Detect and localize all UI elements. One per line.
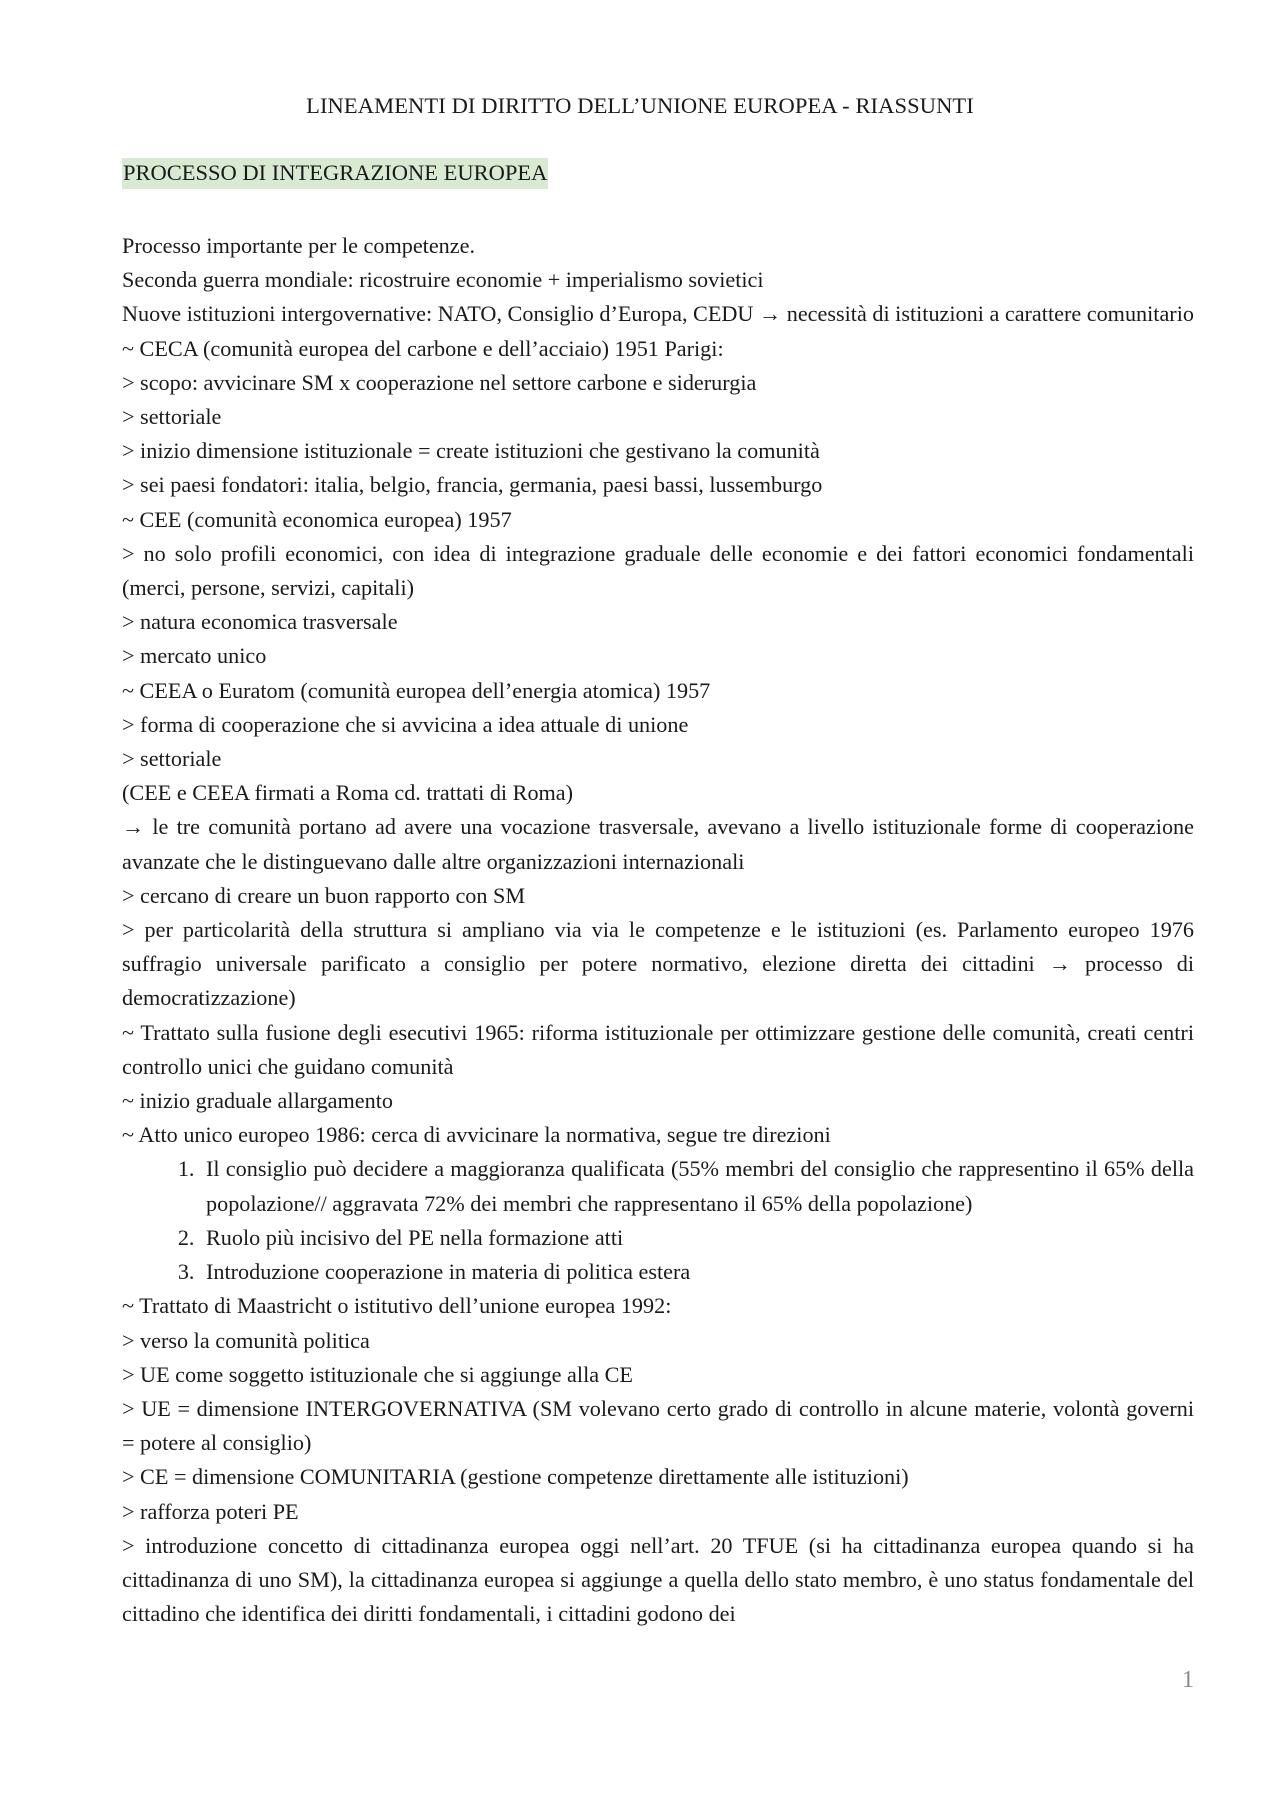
document-body xyxy=(122,229,1194,1631)
paragraph: ~ CECA (comunità europea del carbone e dell’acciaio) 1951 Parigi: xyxy=(122,335,724,361)
paragraph: > CE = dimensione COMUNITARIA (gestione competenze direttamente alle istituzioni) xyxy=(122,1464,909,1490)
paragraph: > verso la comunità politica xyxy=(122,1327,370,1353)
list-item: 3. Introduzione cooperazione in materia di politica estera xyxy=(200,1255,1194,1289)
section-heading-text: PROCESSO DI INTEGRAZIONE EUROPEA xyxy=(122,158,548,189)
paragraph: (CEE e CEEA firmati a Roma cd. trattati di Roma) xyxy=(122,780,574,806)
paragraph: > natura economica trasversale xyxy=(122,609,398,635)
paragraph: > no solo profili economici, con idea di integrazione graduale delle economie e dei fattori economici fondamentali (merci, persone, servizi, capitali) xyxy=(122,540,1194,601)
paragraph: Processo importante per le competenze. xyxy=(122,233,476,258)
paragraph: > scopo: avvicinare SM x cooperazione nel settore carbone e siderurgia xyxy=(122,369,757,395)
paragraph: > inizio dimensione istituzionale = create istituzioni che gestivano la comunità xyxy=(122,438,820,464)
paragraph: ~ Trattato di Maastricht o istitutivo dell’unione europea 1992: xyxy=(122,1293,672,1319)
page-number: 1 xyxy=(1182,1667,1194,1693)
list-item: 2. Ruolo più incisivo del PE nella formazione atti xyxy=(200,1221,1194,1255)
numbered-list xyxy=(122,1152,1194,1289)
paragraph: > sei paesi fondatori: italia, belgio, francia, germania, paesi bassi, lussemburgo xyxy=(122,472,823,498)
paragraph: ~ Atto unico europeo 1986: cerca di avvicinare la normativa, segue tre direzioni xyxy=(122,1122,831,1148)
paragraph: > rafforza poteri PE xyxy=(122,1498,299,1524)
paragraph: > cercano di creare un buon rapporto con SM xyxy=(122,882,526,908)
paragraph: > UE = dimensione INTERGOVERNATIVA (SM volevano certo grado di controllo in alcune materie, volontà governi = potere al consiglio) xyxy=(122,1395,1194,1456)
paragraph: > UE come soggetto istituzionale che si aggiunge alla CE xyxy=(122,1361,633,1387)
list-item: 1. Il consiglio può decidere a maggioranza qualificata (55% membri del consiglio che rappresentino il 65% della popolazione// aggravata 72% dei membri che rappresentano il 65% della popolazione) xyxy=(200,1152,1194,1220)
paragraph: > settoriale xyxy=(122,404,222,430)
paragraph: > mercato unico xyxy=(122,643,267,669)
paragraph: > per particolarità della struttura si ampliano via via le competenze e le istituzioni (es. Parlamento europeo 1976 suffragio universale parificato a consiglio per potere normativo, elezione diretta dei cittadini → processo di democratizzazione) xyxy=(122,917,1194,1011)
paragraph: ~ CEEA o Euratom (comunità europea dell’energia atomica) 1957 xyxy=(122,677,711,703)
paragraph: Nuove istituzioni intergovernative: NATO, Consiglio d’Europa, CEDU → necessità di istituzioni a carattere comunitario xyxy=(122,301,1194,327)
paragraph: ~ CEE (comunità economica europea) 1957 xyxy=(122,506,512,532)
paragraph: > forma di cooperazione che si avvicina a idea attuale di unione xyxy=(122,711,689,737)
paragraph: > introduzione concetto di cittadinanza europea oggi nell’art. 20 TFUE (si ha cittadinanza europea quando si ha cittadinanza di uno SM), la cittadinanza europea si aggiunge a quella dello stato membro, è uno status fondamentale del cittadino che identifica dei diritti fondamentali, i cittadini godono dei xyxy=(122,1532,1194,1627)
paragraph: ~ Trattato sulla fusione degli esecutivi 1965: riforma istituzionale per ottimizzare gestione delle comunità, creati centri controllo unici che guidano comunità xyxy=(122,1019,1194,1079)
document-title: LINEAMENTI DI DIRITTO DELL’UNIONE EUROPEA - RIASSUNTI xyxy=(306,93,974,118)
paragraph: → le tre comunità portano ad avere una vocazione trasversale, avevano a livello istituzionale forme di cooperazione avanzate che le distinguevano dalle altre organizzazioni internazionali xyxy=(122,814,1194,874)
paragraph: > settoriale xyxy=(122,746,222,772)
section-heading xyxy=(122,160,548,186)
paragraph: Seconda guerra mondiale: ricostruire economie + imperialismo sovietici xyxy=(122,267,764,293)
paragraph: ~ inizio graduale allargamento xyxy=(122,1088,393,1114)
